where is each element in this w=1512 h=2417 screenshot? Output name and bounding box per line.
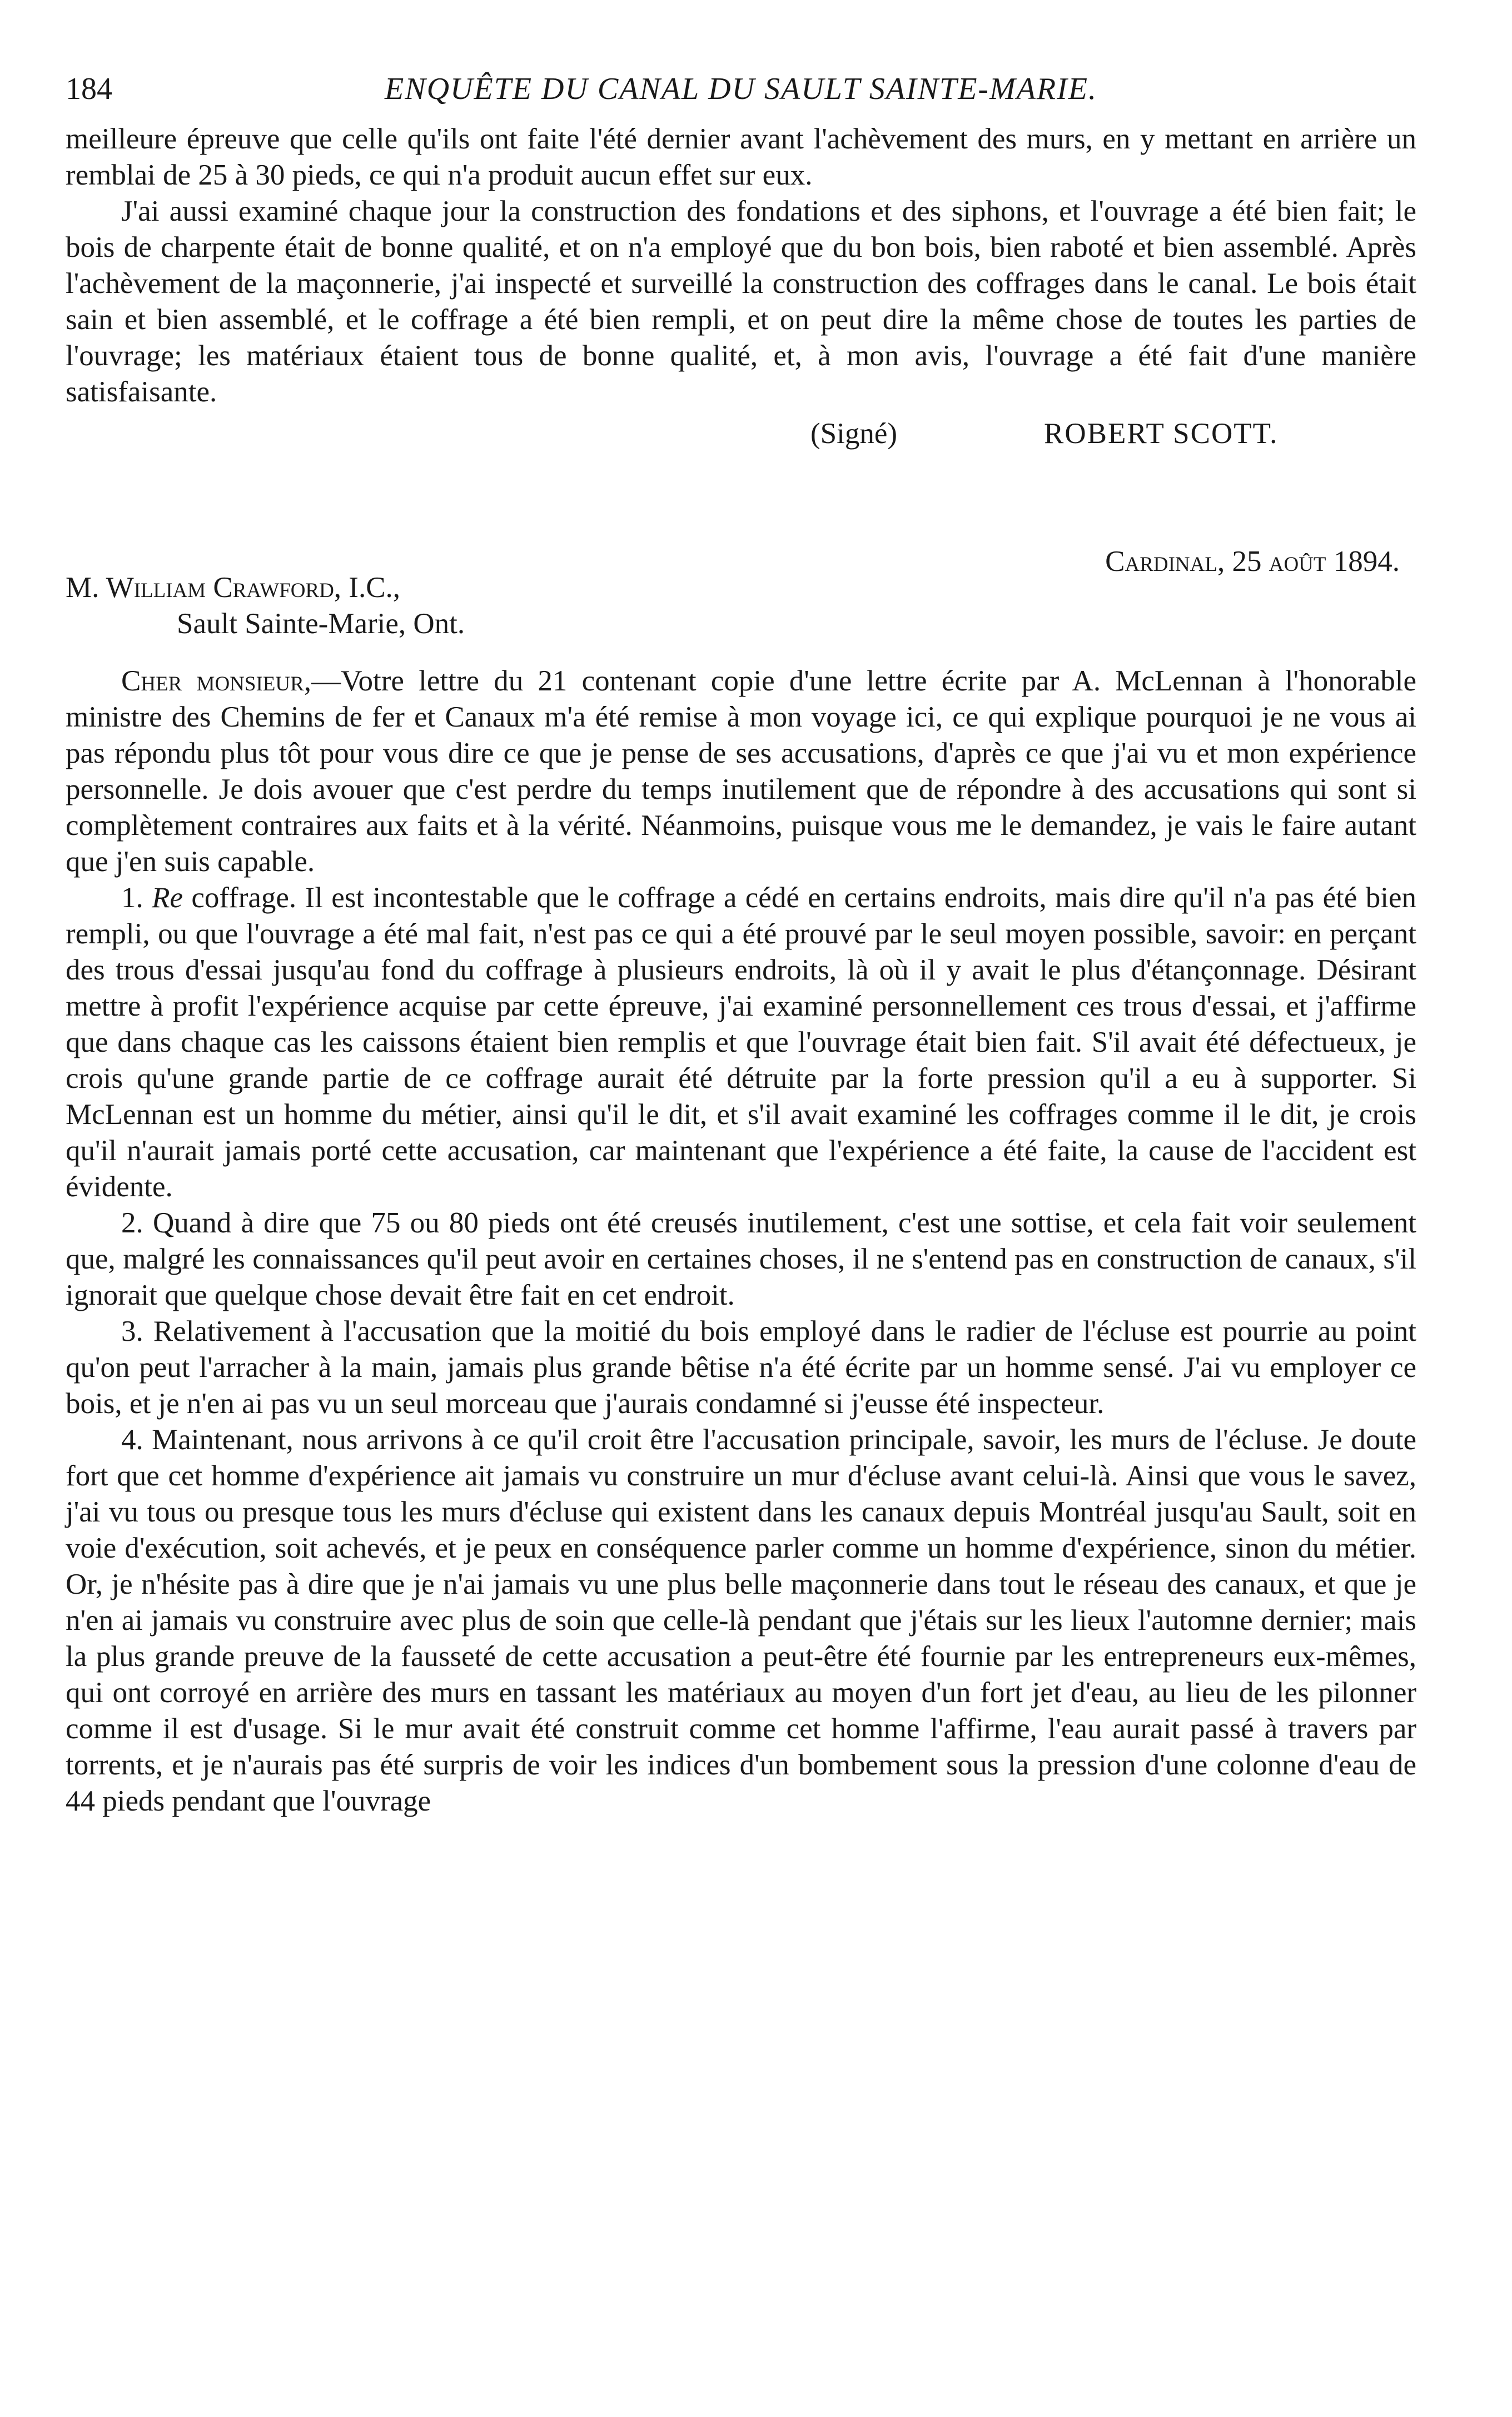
letter-dateline: Cardinal, 25 août 1894. — [1105, 545, 1400, 578]
letter-paragraph-1 — [66, 663, 1416, 880]
salutation: Cher monsieur, — [121, 665, 312, 697]
report-paragraph-2: J'ai aussi examiné chaque jour la construction des fondations et des siphons, et l'ouvrage a été bien fait; le bois de charpente était de bonne qualité, et on n'a employé que du bon bois, bien raboté et bien assemblé. Après l'achèvement de la maçonnerie, j'ai inspecté et surveillé la construction des coffrages dans le canal. Le bois était sain et bien assemblé, et le coffrage a été bien rempli, et on peut dire la même chose de toutes les parties de l'ouvrage; les matériaux étaient tous de bonne qualité, et, à mon avis, l'ouvrage a été fait d'une manière satisfaisante. — [66, 195, 1416, 408]
signature-line — [66, 416, 1416, 460]
letter-paragraph-2 — [66, 880, 1416, 1205]
letter-addressee — [66, 570, 1416, 642]
running-header — [66, 66, 1416, 121]
signature-label: (Signé) — [810, 417, 898, 450]
addressee-location: Sault Sainte-Marie, Ont. — [177, 608, 465, 640]
document-page — [66, 66, 1416, 1819]
letter-paragraph-1-text: —Votre lettre du 21 contenant copie d'une lettre écrite par A. McLennan à l'honorable ministre des Chemins de fer et Canaux m'a été remise à mon voyage ici, ce qui explique pourquoi je ne vous ai pas répondu plus tôt pour vous dire ce que je pense de ses accusations, d'après ce que j'ai vu et mon expérience personnelle. Je dois avouer que c'est perdre du temps inutilement que de répondre à des accusations qui sont si complètement contraires aux faits et à la vérité. Néanmoins, puisque vous me le demandez, je vais le faire autant que j'en suis capable. — [66, 665, 1416, 878]
running-title: ENQUÊTE DU CANAL DU SAULT SAINTE-MARIE. — [385, 72, 1097, 106]
report-paragraph-1: meilleure épreuve que celle qu'ils ont faite l'été dernier avant l'achèvement des murs, en y mettant en arrière un remblai de 25 à 30 pieds, ce qui n'a produit aucun effet sur eux. — [66, 123, 1416, 191]
addressee-name: M. William Crawford, I.C., — [66, 571, 401, 604]
item-number: 1. — [121, 882, 152, 914]
letter-paragraph-3: 2. Quand à dire que 75 ou 80 pieds ont été creusés inutilement, c'est une sottise, et cela fait voir seulement que, malgré les connaissances qu'il peut avoir en certaines choses, il ne s'entend pas en construction de canaux, s'il ignorait que quelque chose devait être fait en cet endroit. — [66, 1207, 1416, 1311]
re-label: Re — [152, 882, 183, 914]
letter-paragraph-4: 3. Relativement à l'accusation que la moitié du bois employé dans le radier de l'écluse est pourrie au point qu'on peut l'arracher à la main, jamais plus grande bêtise n'a été écrite par un homme sensé. J'ai vu employer ce bois, et je n'en ai pas vu un seul morceau que j'aurais condamné si j'eusse été inspecteur. — [66, 1315, 1416, 1420]
page-number: 184 — [66, 72, 112, 106]
signature-name: ROBERT SCOTT. — [1044, 417, 1279, 450]
letter-paragraph-2-text: coffrage. Il est incontestable que le coffrage a cédé en certains endroits, mais dire qu'il n'a pas été bien rempli, ou que l'ouvrage a été mal fait, n'est pas ce qui a été prouvé par le seul moyen possible, savoir: en perçant des trous d'essai jusqu'au fond du coffrage à plusieurs endroits, là où il y avait le plus d'étançonnage. Désirant mettre à profit l'expérience acquise par cette épreuve, j'ai examiné personnellement ces trous d'essai, et j'affirme que dans chaque cas les caissons étaient bien remplis et que l'ouvrage était bien fait. S'il avait été défectueux, je crois qu'une grande partie de ce coffrage aurait été détruite par la forte pression qu'il a eu à supporter. Si McLennan est un homme du métier, ainsi qu'il le dit, et s'il avait examiné les coffrages comme il le dit, je crois qu'il n'aurait jamais porté cette accusation, car maintenant que l'expérience a été faite, la cause de l'accident est évidente. — [66, 882, 1416, 1203]
letter-paragraph-5: 4. Maintenant, nous arrivons à ce qu'il croit être l'accusation principale, savoir, les murs de l'écluse. Je doute fort que cet homme d'expérience ait jamais vu construire un mur d'écluse avant celui-là. Ainsi que vous le savez, j'ai vu tous ou presque tous les murs d'écluse qui existent dans les canaux depuis Montréal jusqu'au Sault, soit en voie d'exécution, soit achevés, et je peux en conséquence parler comme un homme d'expérience, sinon du métier. Or, je n'hésite pas à dire que je n'ai jamais vu une plus belle maçonnerie dans tout le réseau des canaux, et que je n'en ai jamais vu construire avec plus de soin que celle-là pendant que j'étais sur les lieux l'automne dernier; mais la plus grande preuve de la fausseté de cette accusation a peut-être été fournie par les entrepreneurs eux-mêmes, qui ont corroyé en arrière des murs en tassant les matériaux au moyen d'un fort jet d'eau, au lieu de les pilonner comme il est d'usage. Si le mur avait été construit comme cet homme l'affirme, l'eau aurait passé à travers par torrents, et je n'aurais pas été surpris de voir les indices d'un bombement sous la pression d'une colonne d'eau de 44 pieds pendant que l'ouvrage — [66, 1424, 1416, 1817]
